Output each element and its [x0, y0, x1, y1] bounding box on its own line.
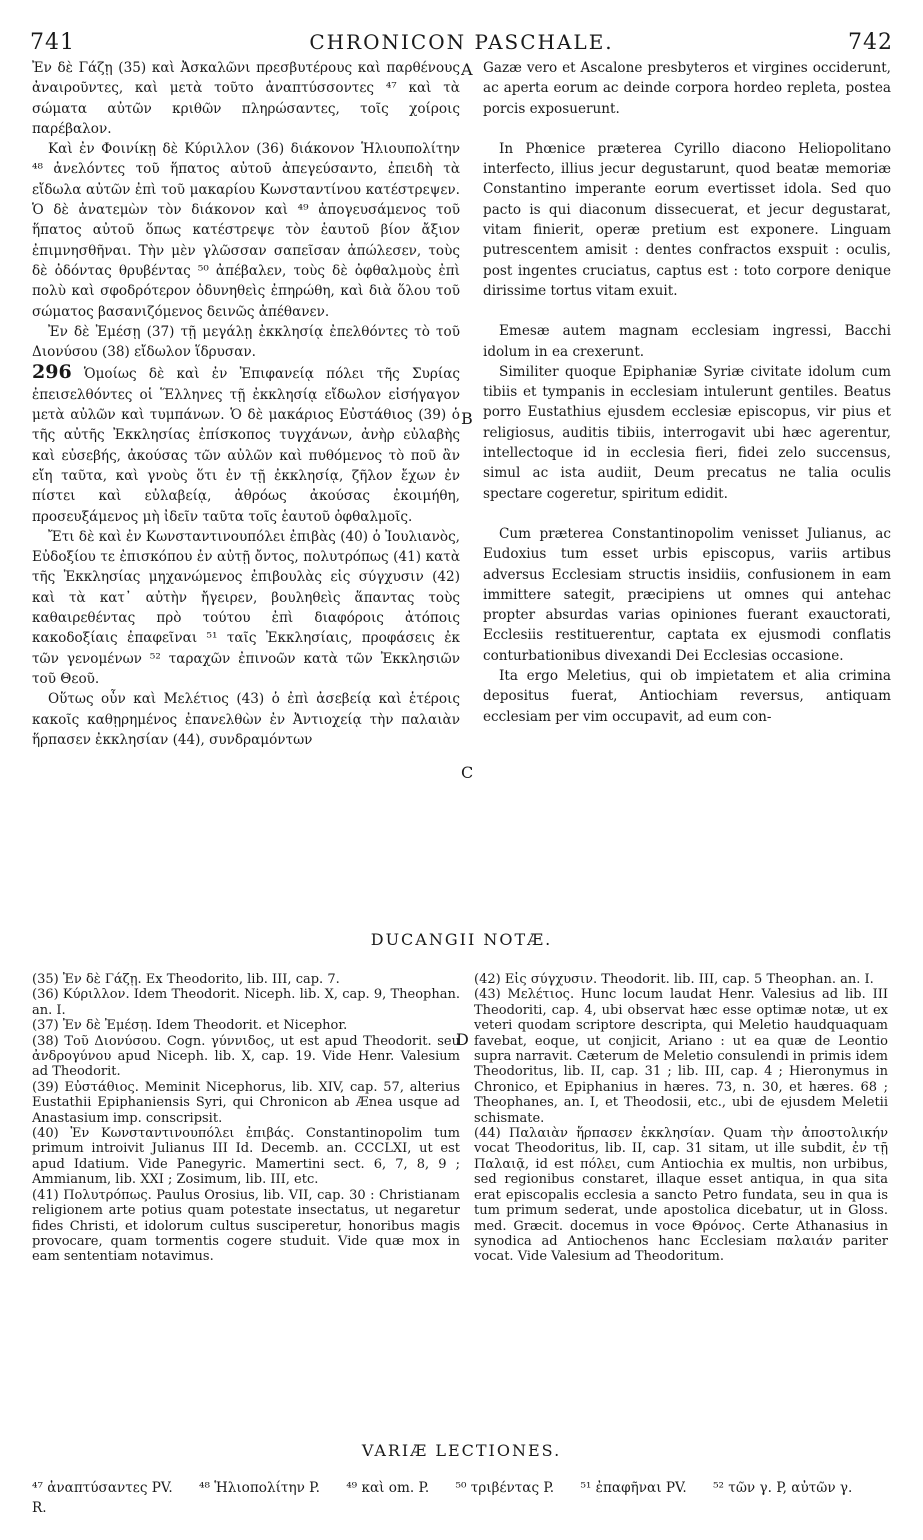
variae-lectiones — [32, 1478, 892, 1518]
variant-reading: ⁵¹ ἐπαφῆναι PV. — [580, 1480, 687, 1496]
note-item: (37) Ἐν δὲ Ἐμέσῃ. Idem Theodorit. et Nicephor. — [32, 1018, 348, 1034]
variant-reading: ⁵⁰ τριβέντας P. — [455, 1480, 555, 1496]
note-item: (35) Ἐν δὲ Γάζῃ. Ex Theodorito, lib. III, cap. 7. — [32, 972, 340, 987]
notes-left-column — [32, 972, 460, 1265]
variant-reading: ⁵² τῶν γ. P, αὐτῶν γ. R. — [32, 1480, 853, 1516]
page-number-left: 741 — [30, 30, 75, 55]
variant-reading: ⁴⁸ Ἡλιοπολίτην P. — [199, 1480, 320, 1496]
greek-paragraph: Καὶ ἐν Φοινίκῃ δὲ Κύριλλον (36) διάκονον Ἡλιουπολίτην ⁴⁸ ἀνελόντες τοῦ ἥπατος αὐτοῦ ἀπεγεύσαντο, ἐπειδὴ τὰ εἴδωλα αὐτῶν ἐπὶ τοῦ μακαρίου Κωνσταντίνου κατέστρεψεν. Ὁ δὲ ἀνατεμὼν τὸν διάκονον καὶ ⁴⁹ ἀπογευσάμενος τοῦ ἥπατος αὐτοῦ ὅπως κατέστρεψε τὸν ἑαυτοῦ βίον ἄξιον ἐπιμνησθῆναι. Τὴν μὲν γλῶσσαν σαπεῖσαν ἀπώλεσεν, τοὺς δὲ ὀδόντας θρυβέντας ⁵⁰ ἀπέβαλεν, τοὺς δὲ ὀφθαλμοὺς ἐπὶ πολὺ καὶ σφοδρότερον ὀδυνηθεὶς ἐπηρώθη, καὶ διὰ ὅλου τοῦ σώματος βασανιζόμενος δεινῶς ἀπέθανεν. — [32, 141, 460, 320]
note-item: (42) Εἰς σύγχυσιν. Theodorit. lib. III, cap. 5 Theophan. an. I. — [474, 972, 874, 987]
margin-letter-a: A — [461, 60, 473, 79]
greek-paragraph: Οὕτως οὖν καὶ Μελέτιος (43) ὁ ἐπὶ ἀσεβείᾳ καὶ ἑτέροις κακοῖς καθῃρημένος ἐπανελθὼν ἐν Ἀντιοχείᾳ τὴν παλαιὰν ἥρπασεν ἐκκλησίαν (44), συνδραμόντων — [32, 691, 460, 748]
notes-heading: DUCANGII NOTÆ. — [370, 930, 553, 949]
greek-paragraph: Ἔτι δὲ καὶ ἐν Κωνσταντινουπόλει ἐπιβὰς (40) ὁ Ἰουλιανὸς, Εὐδοξίου τε ἐπισκόπου ἐν αὐτῇ ὄντος, πολυτρόπως (41) κατὰ τῆς Ἐκκλησίας μηχανώμενος ἐπιβουλὰς εἰς σύγχυσιν (42) καὶ τὰ κατ᾽ αὐτὴν ἤγειρεν, βουληθεὶς ἅπαντας τοὺς καθαιρεθέντας πρὸ τούτου ἐπὶ διαφόροις ἀτόποις κακοδοξίαις ἐπαφεῖναι ⁵¹ ταῖς Ἐκκλησίαις, προφάσεις ἐκ τῶν γενομένων ⁵² ταραχῶν ἐπινοῶν κατὰ τῶν Ἐκκλησιῶν τοῦ Θεοῦ. — [32, 528, 460, 687]
variant-reading: ⁴⁹ καὶ om. P. — [346, 1480, 430, 1496]
variant-reading: ⁴⁷ ἀναπτύσαντες PV. — [32, 1480, 173, 1496]
margin-letter-d: D — [456, 1030, 469, 1049]
variae-heading: VARIÆ LECTIONES. — [361, 1441, 562, 1460]
section-number: 296 — [32, 361, 72, 384]
greek-text-column — [32, 58, 460, 750]
latin-paragraph: Ita ergo Meletius, qui ob impietatem et alia crimina depositus fuerat, Antiochiam reversus, antiquam ecclesiam per vim occupavit, ad eum con- — [483, 668, 891, 725]
note-item: (41) Πολυτρόπως. Paulus Orosius, lib. VII, cap. 30 : Christianam religionem arte potius quam potestate insectatus, ut negaretur fides Christi, et idolorum cultus susciperetur, honoribus magis provocare, quam tormentis cogere studuit. Vide quæ mox in eam sententiam notavimus. — [32, 1187, 460, 1265]
latin-paragraph: Gazæ vero et Ascalone presbyteros et virgines occiderunt, ac aperta eorum ac deinde corpora hordeo repleta, postea porcis exposuerunt. — [483, 60, 891, 117]
running-header — [30, 30, 893, 60]
running-title: CHRONICON PASCHALE. — [309, 30, 614, 54]
note-item: (39) Εὐστάθιος. Meminit Nicephorus, lib. XIV, cap. 57, alterius Eustathii Epiphaniensis Syri, qui Chronicon ab Ænea usque ad Anastasium imp. conscripsit. — [32, 1079, 460, 1126]
notes-right-column — [474, 972, 888, 1265]
latin-paragraph: In Phœnice præterea Cyrillo diacono Heliopolitano interfecto, illius jecur degustarunt, quod beatæ memoriæ Constantino imperante eorum evertisset idola. Sed quo pacto is qui diaconum dissecuerat, et jecur degustarat, vitam finierit, operæ pretium est exponere. Linguam putrescentem amisit : dentes confractos exspuit : oculis, post ingentes cruciatus, captus est : toto corpore denique dirissime tortus vitam exuit. — [483, 140, 891, 299]
latin-paragraph: Similiter quoque Epiphaniæ Syriæ civitate idolum cum tibiis et tympanis in ecclesiam intulerunt gentiles. Beatus porro Eustathius ejusdem ecclesiæ episcopus, vir pius et religiosus, auditis tibiis, interrogavit ubi hæc agerentur, intellectoque id in ecclesia fieri, fidei zelo succensus, simul ac ista audiit, Deum precatus ne talia oculis spectare cogeretur, spiritum edidit. — [483, 363, 891, 502]
greek-paragraph: Ἐν δὲ Ἐμέσῃ (37) τῇ μεγάλῃ ἐκκλησίᾳ ἐπελθόντες τὸ τοῦ Διονύσου (38) εἴδωλον ἵδρυσαν. — [32, 323, 460, 361]
note-item: (36) Κύριλλον. Idem Theodorit. Niceph. lib. X, cap. 9, Theophan. an. I. — [32, 987, 460, 1018]
margin-letter-c: C — [461, 763, 474, 782]
latin-text-column — [483, 58, 891, 727]
latin-paragraph: Cum præterea Constantinopolim venisset Julianus, ac Eudoxius tum esset urbis episcopus, variis artibus adversus Ecclesiam structis insidiis, confusionem in eam immittere sategit, præcipiens ut omnes qui antehac propter absurdas varias opiniones fuerant exauctorati, Ecclesiis restituerentur, captata ex ejusmodi conflatis conturbationibus divexandi Dei Ecclesias occasione. — [483, 525, 891, 664]
margin-letter-b: B — [461, 409, 473, 428]
greek-paragraph: Ὁμοίως δὲ καὶ ἐν Ἐπιφανείᾳ πόλει τῆς Συρίας ἐπεισελθόντες οἱ Ἕλληνες τῇ ἐκκλησίᾳ εἴδωλον εἰσήγαγον μετὰ αὐλῶν καὶ τυμπάνων. Ὁ δὲ μακάριος Εὐστάθιος (39) ὁ τῆς αὐτῆς Ἐκκλησίας ἐπίσκοπος τυγχάνων, ἀνὴρ εὐλαβὴς καὶ εὐσεβής, ἀκούσας τῶν αὐλῶν καὶ πυθόμενος τὸ ποῦ ἂν εἴη ταῦτα, καὶ γνοὺς ὅτι ἐν τῇ ἐκκλησίᾳ, ζῆλον ἔχων ἐν πίστει καὶ εὐλαβείᾳ, ἀθρόως ἀκούσας ἐκοιμήθη, προσευξάμενος μὴ ἰδεῖν ταῦτα τοῖς ἑαυτοῦ ὀφθαλμοῖς. — [32, 366, 460, 525]
note-item: (40) Ἐν Κωνσταντινουπόλει ἐπιβάς. Constantinopolim tum primum introivit Julianus III Id. Decemb. an. CCCLXI, ut est apud Idatium. Vide Panegyric. Mamertini sect. 6, 7, 8, 9 ; Ammianum, lib. XXI ; Zosimum, lib. III, etc. — [32, 1126, 460, 1188]
latin-paragraph: Emesæ autem magnam ecclesiam ingressi, Bacchi idolum in ea crexerunt. — [483, 323, 891, 360]
greek-paragraph: Ἐν δὲ Γάζῃ (35) καὶ Ἀσκαλῶνι πρεσβυτέρους καὶ παρθένους ἀναιροῦντες, καὶ μετὰ τοῦτο ἀναπτύσσοντες ⁴⁷ καὶ τὰ σώματα αὐτῶν κριθῶν πληρώσαντες, τοῖς χοίροις παρέβαλον. — [32, 60, 460, 137]
note-item: (38) Τοῦ Διονύσου. Cogn. γύννιδος, ut est apud Theodorit. seu ἀνδρογύνου apud Niceph. lib. X, cap. 19. Vide Henr. Valesium ad Theodorit. — [32, 1033, 460, 1080]
note-item: (43) Μελέτιος. Hunc locum laudat Henr. Valesius ad lib. III Theodoriti, cap. 4, ubi observat hæc esse optimæ notæ, ut ex veteri quodam scriptore descripta, qui Meletio haudquaquam favebat, eoque, ut conjicit, Ariano : ut ea quæ de Leontio supra narravit. Cæterum de Meletio consulendi in primis idem Theodoritus, lib. II, cap. 31 ; lib. III, cap. 4 ; Hieronymus in Chronico, et Epiphanius in hæres. 73, n. 30, et hæres. 68 ; Theophanes, an. I, et Theodosii, etc., ubi de ejusdem Meletii schismate. — [474, 987, 888, 1126]
page-number-right: 742 — [847, 30, 893, 55]
note-item: (44) Παλαιὰν ἥρπασεν ἐκκλησίαν. Quam τὴν ἀποστολικήν vocat Theodoritus, lib. II, cap. 31 sitam, ut ille subdit, ἐν τῇ Παλαιᾷ, id est πόλει, cum Antiochia ex multis, non urbibus, sed regionibus constaret, illaque esset antiqua, in qua sita erat episcopalis ecclesia a sancto Petro fundata, seu in qua is tum primum sederat, unde apostolica dicebatur, ut in Gloss. med. Græcit. docemus in voce Θρόνος. Certe Athanasius in synodica ad Antiochenos hanc Ecclesiam παλαιάν pariter vocat. Vide Valesium ad Theodoritum. — [474, 1126, 888, 1265]
